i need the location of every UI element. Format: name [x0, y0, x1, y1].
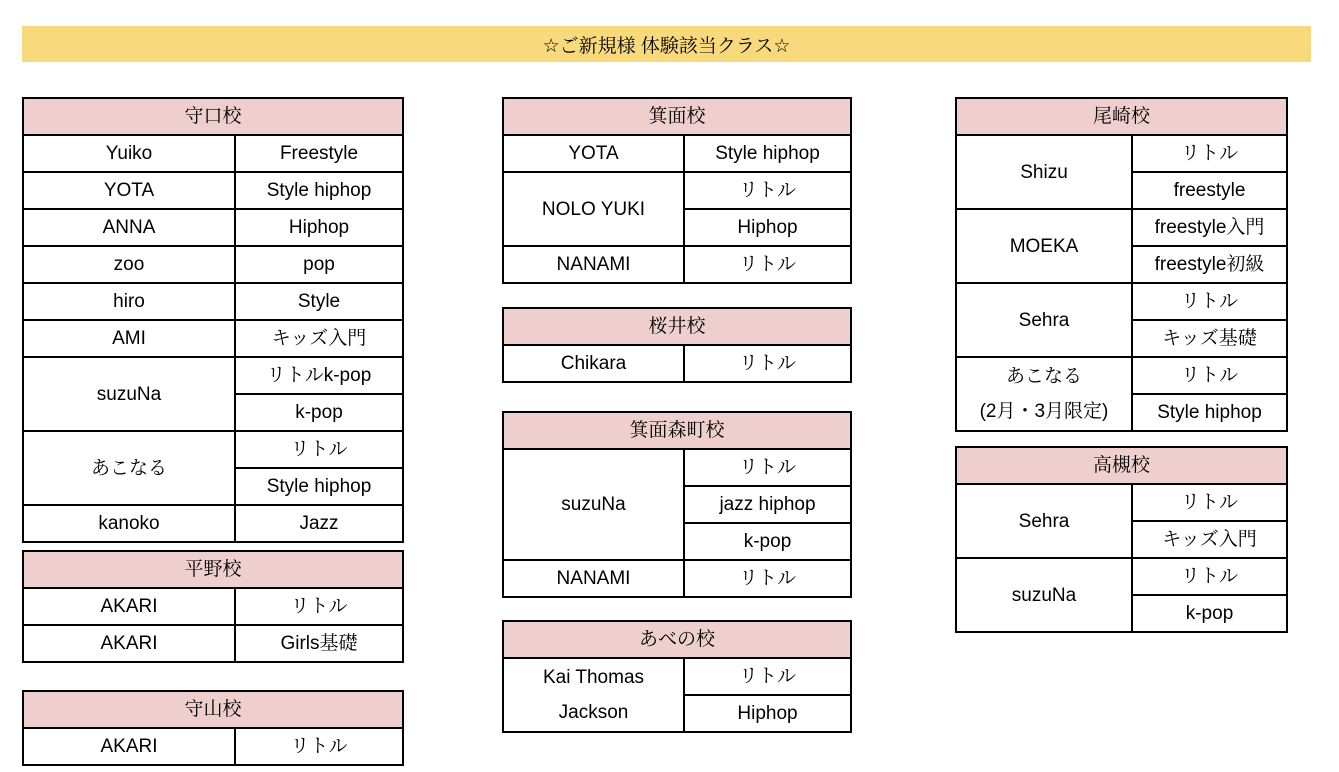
teacher-cell: suzuNa	[956, 558, 1132, 632]
school-table	[22, 690, 404, 766]
table-row	[23, 246, 403, 283]
table-row	[23, 588, 403, 625]
teacher-cell: NOLO YUKI	[503, 172, 684, 246]
class-cell: リトル	[684, 172, 851, 209]
teacher-cell: AMI	[23, 320, 235, 357]
table-row	[956, 209, 1287, 246]
class-cell: リトル	[684, 449, 851, 486]
school-table	[502, 411, 852, 598]
class-cell: k-pop	[1132, 595, 1287, 632]
class-cell: リトル	[1132, 484, 1287, 521]
school-table	[22, 97, 404, 543]
table-row	[956, 558, 1287, 595]
class-cell: freestyle入門	[1132, 209, 1287, 246]
page-title: ☆ご新規様 体験該当クラス☆	[22, 26, 1311, 62]
table-row	[23, 505, 403, 542]
teacher-cell: AKARI	[23, 728, 235, 765]
table-row	[23, 135, 403, 172]
teacher-cell: Sehra	[956, 484, 1132, 558]
class-cell: Style hiphop	[1132, 394, 1287, 431]
class-cell: リトル	[684, 658, 851, 695]
teacher-cell: suzuNa	[503, 449, 684, 560]
teacher-cell: Shizu	[956, 135, 1132, 209]
class-cell: Girls基礎	[235, 625, 403, 662]
teacher-cell: YOTA	[503, 135, 684, 172]
class-cell: キッズ入門	[235, 320, 403, 357]
class-cell: Style hiphop	[235, 172, 403, 209]
table-row	[956, 484, 1287, 521]
class-cell: リトル	[1132, 283, 1287, 320]
class-cell: Style hiphop	[235, 468, 403, 505]
school-name: 箕面校	[503, 98, 851, 135]
school-name: 尾崎校	[956, 98, 1287, 135]
class-cell: リトル	[235, 431, 403, 468]
class-cell: リトル	[684, 345, 851, 382]
school-table	[955, 446, 1288, 633]
school-name: 平野校	[23, 551, 403, 588]
teacher-cell: Yuiko	[23, 135, 235, 172]
class-cell: k-pop	[684, 523, 851, 560]
table-row	[503, 345, 851, 382]
class-cell: Style	[235, 283, 403, 320]
table-row	[503, 172, 851, 209]
class-cell: キッズ基礎	[1132, 320, 1287, 357]
table-row	[23, 431, 403, 468]
table-row	[956, 283, 1287, 320]
school-name: 守山校	[23, 691, 403, 728]
teacher-cell: ANNA	[23, 209, 235, 246]
table-row	[23, 357, 403, 394]
class-cell: Hiphop	[235, 209, 403, 246]
class-cell: k-pop	[235, 394, 403, 431]
class-cell: Hiphop	[684, 695, 851, 732]
class-cell: リトル	[684, 246, 851, 283]
class-cell: Style hiphop	[684, 135, 851, 172]
teacher-cell: Sehra	[956, 283, 1132, 357]
class-cell: リトル	[235, 588, 403, 625]
school-name: あべの校	[503, 621, 851, 658]
class-cell: リトル	[1132, 558, 1287, 595]
school-name: 高槻校	[956, 447, 1287, 484]
table-row	[956, 357, 1287, 394]
teacher-cell: Kai Thomas Jackson	[503, 658, 684, 732]
table-row	[503, 135, 851, 172]
table-row	[503, 449, 851, 486]
table-row	[23, 283, 403, 320]
class-cell: リトル	[1132, 135, 1287, 172]
class-cell: Freestyle	[235, 135, 403, 172]
school-name: 桜井校	[503, 308, 851, 345]
teacher-cell: YOTA	[23, 172, 235, 209]
table-row	[23, 625, 403, 662]
table-row	[503, 560, 851, 597]
table-row	[23, 728, 403, 765]
school-table	[22, 550, 404, 663]
teacher-cell: zoo	[23, 246, 235, 283]
teacher-cell: hiro	[23, 283, 235, 320]
class-cell: jazz hiphop	[684, 486, 851, 523]
class-cell: Hiphop	[684, 209, 851, 246]
class-cell: freestyle初級	[1132, 246, 1287, 283]
class-cell: リトル	[684, 560, 851, 597]
teacher-cell: Chikara	[503, 345, 684, 382]
school-table	[502, 307, 852, 383]
teacher-cell: suzuNa	[23, 357, 235, 431]
table-row	[23, 320, 403, 357]
table-row	[23, 209, 403, 246]
school-table	[502, 620, 852, 733]
class-cell: リトル	[235, 728, 403, 765]
teacher-cell: NANAMI	[503, 560, 684, 597]
class-cell: リトルk-pop	[235, 357, 403, 394]
teacher-cell: あこなる (2月・3月限定)	[956, 357, 1132, 431]
school-table	[502, 97, 852, 284]
class-cell: freestyle	[1132, 172, 1287, 209]
school-name: 守口校	[23, 98, 403, 135]
teacher-cell: AKARI	[23, 588, 235, 625]
table-row	[503, 658, 851, 695]
table-row	[956, 135, 1287, 172]
class-cell: リトル	[1132, 357, 1287, 394]
school-table	[955, 97, 1288, 432]
school-name: 箕面森町校	[503, 412, 851, 449]
teacher-cell: AKARI	[23, 625, 235, 662]
table-row	[23, 172, 403, 209]
teacher-cell: MOEKA	[956, 209, 1132, 283]
teacher-cell: kanoko	[23, 505, 235, 542]
class-cell: pop	[235, 246, 403, 283]
class-cell: Jazz	[235, 505, 403, 542]
table-row	[503, 246, 851, 283]
teacher-cell: あこなる	[23, 431, 235, 505]
class-cell: キッズ入門	[1132, 521, 1287, 558]
teacher-cell: NANAMI	[503, 246, 684, 283]
